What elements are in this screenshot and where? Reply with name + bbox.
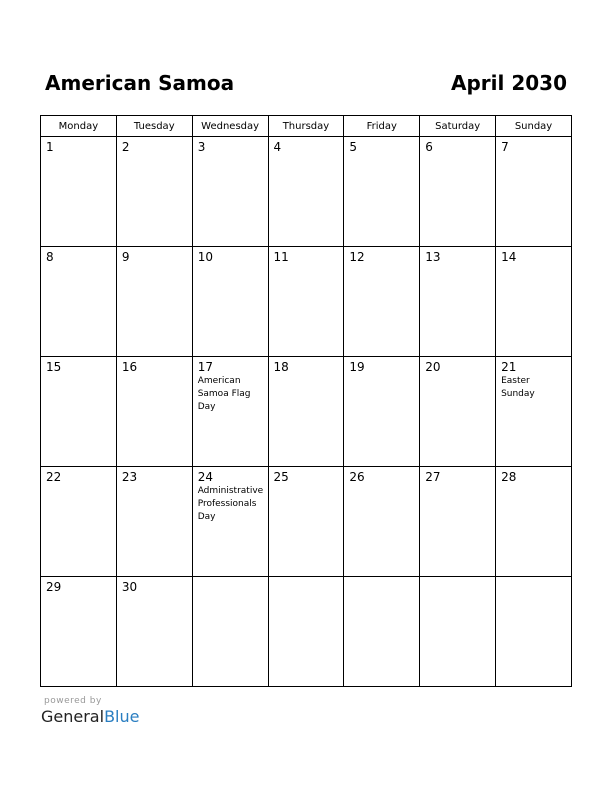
weekday-header: Friday <box>344 116 420 137</box>
day-number: 23 <box>121 470 138 484</box>
calendar-month-title: April 2030 <box>451 71 567 95</box>
day-cell <box>41 577 117 687</box>
weekday-header: Thursday <box>268 116 344 137</box>
day-cell <box>496 247 572 357</box>
generalblue-logo[interactable] <box>41 707 139 726</box>
day-cell <box>496 577 572 687</box>
day-number: 10 <box>197 250 213 264</box>
day-cell <box>116 467 192 577</box>
day-number: 22 <box>46 470 62 484</box>
day-number: 9 <box>121 250 130 264</box>
weekday-header: Monday <box>41 116 117 137</box>
day-cell <box>268 467 344 577</box>
day-cell <box>420 467 496 577</box>
day-cell <box>344 577 420 687</box>
day-number: 24 <box>197 470 213 484</box>
day-cell <box>192 357 268 467</box>
day-cell <box>420 577 496 687</box>
day-cell <box>268 357 344 467</box>
week-row <box>41 577 572 687</box>
day-number: 3 <box>197 140 206 154</box>
day-number: 2 <box>121 140 130 154</box>
weekday-header: Tuesday <box>116 116 192 137</box>
day-cell <box>344 357 420 467</box>
day-number: 21 <box>501 360 517 374</box>
weekday-header: Saturday <box>420 116 496 137</box>
day-cell <box>268 247 344 357</box>
day-cell <box>496 137 572 247</box>
day-number: 4 <box>273 140 282 154</box>
weekday-header: Sunday <box>496 116 572 137</box>
day-number: 30 <box>121 580 138 594</box>
holiday-label: Easter Sunday <box>501 376 535 399</box>
day-cell <box>268 137 344 247</box>
day-cell <box>116 247 192 357</box>
day-number: 6 <box>425 140 433 154</box>
day-cell <box>192 137 268 247</box>
day-number: 16 <box>121 360 138 374</box>
day-cell <box>420 357 496 467</box>
calendar-region-title: American Samoa <box>45 71 235 95</box>
day-number: 7 <box>501 140 509 154</box>
brand-name-part2: Blue <box>104 707 140 726</box>
day-number: 13 <box>425 250 441 264</box>
day-cell <box>496 357 572 467</box>
day-number: 15 <box>46 360 62 374</box>
day-cell <box>268 577 344 687</box>
day-number: 25 <box>273 470 289 484</box>
day-cell <box>116 577 192 687</box>
day-number: 19 <box>349 360 365 374</box>
day-number: 5 <box>349 140 358 154</box>
day-number: 20 <box>425 360 441 374</box>
weekday-header-row <box>41 116 572 137</box>
day-cell <box>496 467 572 577</box>
day-cell <box>41 247 117 357</box>
calendar-grid <box>40 115 572 687</box>
week-row <box>41 467 572 577</box>
day-number: 1 <box>46 140 54 154</box>
day-number: 28 <box>501 470 517 484</box>
day-cell <box>420 247 496 357</box>
day-cell <box>192 247 268 357</box>
footer-branding <box>41 696 139 726</box>
day-cell <box>41 467 117 577</box>
day-number: 18 <box>273 360 289 374</box>
weekday-header: Wednesday <box>192 116 268 137</box>
day-number: 12 <box>349 250 365 264</box>
day-cell <box>116 137 192 247</box>
day-cell <box>344 467 420 577</box>
week-row <box>41 247 572 357</box>
day-cell <box>116 357 192 467</box>
holiday-label: American Samoa Flag Day <box>197 376 251 412</box>
day-cell <box>41 137 117 247</box>
day-number: 14 <box>501 250 517 264</box>
powered-by-label: powered by <box>44 696 102 706</box>
day-cell <box>41 357 117 467</box>
day-cell <box>344 137 420 247</box>
holiday-label: Administrative Professionals Day <box>197 486 264 522</box>
week-row <box>41 357 572 467</box>
day-cell <box>420 137 496 247</box>
day-number: 8 <box>46 250 54 264</box>
week-row <box>41 137 572 247</box>
day-cell <box>192 467 268 577</box>
day-number: 11 <box>273 250 289 264</box>
day-number: 29 <box>46 580 62 594</box>
day-number: 26 <box>349 470 365 484</box>
day-number: 27 <box>425 470 441 484</box>
day-cell <box>344 247 420 357</box>
day-cell <box>192 577 268 687</box>
day-number: 17 <box>197 360 213 374</box>
brand-name-part1: General <box>41 707 105 726</box>
